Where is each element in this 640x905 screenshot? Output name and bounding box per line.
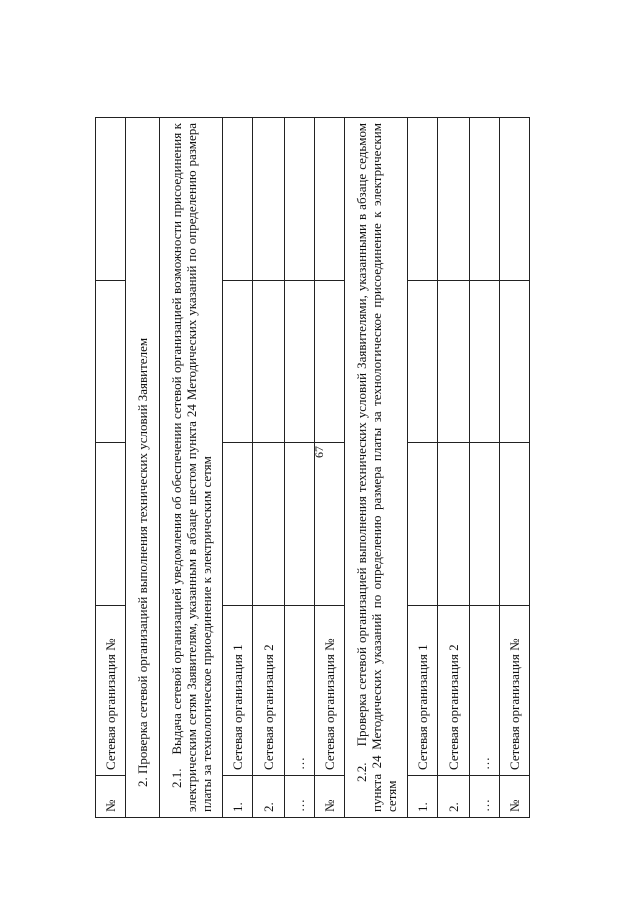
table-cell [96,443,126,606]
table-row [285,118,315,818]
table-cell [315,281,345,443]
item-2-1-text: Выдача сетевой организацией уведомления об обеспечении сетевой организацией возможности присоединения к электрическим сетям Заявителям, указанным в абзаце шестом пункта 24 Методических указаний по определению размера платы за технологическое приоединение к электрическим сетям [168,123,214,812]
section-heading-row [126,118,160,818]
rotated-table-container [95,118,522,818]
table-row [438,118,470,818]
table-cell [223,443,253,606]
table-row [315,118,345,818]
item-2-2-cell [345,118,408,818]
table-cell [253,443,285,606]
page-number: 67 [312,446,326,458]
header-org-cell: Сетевая организация № [96,606,126,776]
table-cell [315,118,345,281]
table-cell [315,443,345,606]
item-2-1-row [160,118,223,818]
table-row [470,118,500,818]
row-num-cell: 2. [253,776,285,818]
table-cell [223,281,253,443]
table-cell [253,281,285,443]
table-cell [96,118,126,281]
table-header-row [96,118,126,818]
header-num-cell: № [96,776,126,818]
row-org-cell: … [470,606,500,776]
table-cell [438,443,470,606]
table-row [408,118,438,818]
row-num-cell: 1. [223,776,253,818]
table-cell [253,118,285,281]
row-num-cell: 2. [438,776,470,818]
item-2-2-row [345,118,408,818]
row-num-cell: 1. [408,776,438,818]
section-2-heading: 2. Проверка сетевой организацией выполнения технических условий Заявителем [126,118,160,818]
table-cell [438,281,470,443]
table-row [223,118,253,818]
row-num-cell: № [315,776,345,818]
table-row [500,118,530,818]
table-cell [500,281,530,443]
row-org-cell: Сетевая организация 2 [438,606,470,776]
item-2-1-cell [160,118,223,818]
row-org-cell: … [285,606,315,776]
table-cell [285,118,315,281]
table-cell [223,118,253,281]
table-cell [438,118,470,281]
table-cell [470,118,500,281]
table-cell [500,118,530,281]
row-org-cell: Сетевая организация № [500,606,530,776]
item-2-2-code: 2.2. [353,762,369,782]
row-num-cell: … [470,776,500,818]
row-org-cell: Сетевая организация 1 [223,606,253,776]
table-row [253,118,285,818]
table-cell [285,281,315,443]
row-org-cell: Сетевая организация 1 [408,606,438,776]
table-cell [470,281,500,443]
item-2-2-text: Проверка сетевой организацией выполнения технических условий Заявителями, указанными в абзаце седьмом пункта 24 Методических указаний по определению размера платы за технологическое присоединение к электрическим сетям [353,122,399,812]
row-org-cell: Сетевая организация № [315,606,345,776]
row-org-cell: Сетевая организация 2 [253,606,285,776]
table-cell [285,443,315,606]
table-cell [500,443,530,606]
row-num-cell: № [500,776,530,818]
item-2-1-code: 2.1. [168,768,184,788]
table-cell [408,443,438,606]
table-cell [408,281,438,443]
table-cell [408,118,438,281]
row-num-cell: … [285,776,315,818]
table-cell [96,281,126,443]
table-cell [470,443,500,606]
data-table [95,117,530,818]
